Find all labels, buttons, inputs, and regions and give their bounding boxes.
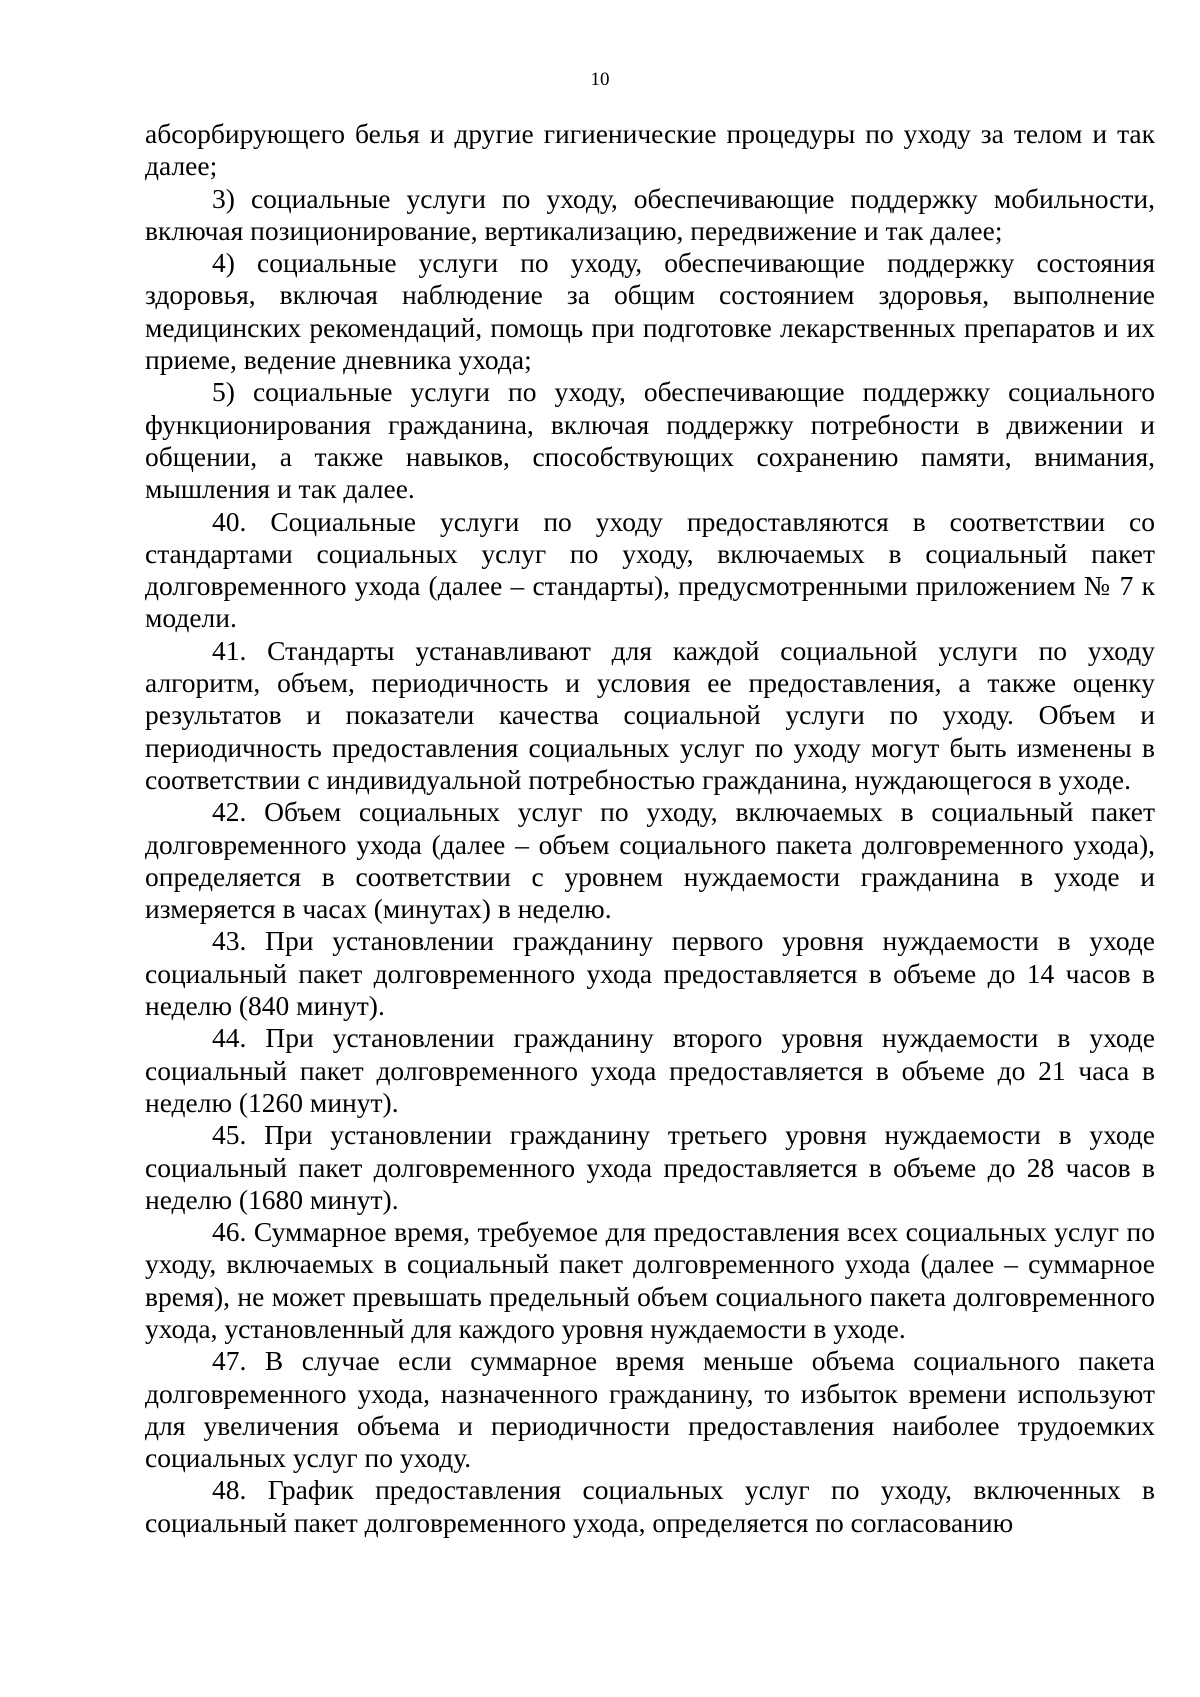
page-number: 10 [590,69,610,90]
paragraph-41: 41. Стандарты устанавливают для каждой социальной услуги по уходу алгоритм, объем, периодичность и условия ее предоставления, а также оценку результатов и показатели качества социальной услуги по уходу. Объем и периодичность предоставления социальных услуг по уходу могут быть изменены в соответствии с индивидуальной потребностью гражданина, нуждающегося в уходе. [145,634,1155,795]
document-body [145,118,1155,1539]
paragraph-item-3: 3) социальные услуги по уходу, обеспечивающие поддержку мобильности, включая позиционирование, вертикализацию, передвижение и так далее; [145,182,1155,246]
paragraph-44: 44. При установлении гражданину второго уровня нуждаемости в уходе социальный пакет долговременного ухода предоставляется в объеме до 21 часа в неделю (1260 минут). [145,1022,1155,1118]
paragraph-continuation: абсорбирующего белья и другие гигиенические процедуры по уходу за телом и так далее; [145,118,1155,182]
paragraph-46: 46. Суммарное время, требуемое для предоставления всех социальных услуг по уходу, включаемых в социальный пакет долговременного ухода (далее – суммарное время), не может превышать предельный объем социального пакета долговременного ухода, установленный для каждого уровня нуждаемости в уходе. [145,1216,1155,1344]
paragraph-45: 45. При установлении гражданину третьего уровня нуждаемости в уходе социальный пакет долговременного ухода предоставляется в объеме до 28 часов в неделю (1680 минут). [145,1119,1155,1215]
paragraph-42: 42. Объем социальных услуг по уходу, включаемых в социальный пакет долговременного ухода (далее – объем социального пакета долговременного ухода), определяется в соответствии с уровнем нуждаемости гражданина в уходе и измеряется в часах (минутах) в неделю. [145,796,1155,925]
paragraph-item-4: 4) социальные услуги по уходу, обеспечивающие поддержку состояния здоровья, включая наблюдение за общим состоянием здоровья, выполнение медицинских рекомендаций, помощь при подготовке лекарственных препаратов и их приеме, ведение дневника ухода; [145,247,1155,376]
paragraph-40: 40. Социальные услуги по уходу предоставляются в соответствии со стандартами социальных услуг по уходу, включаемых в социальный пакет долговременного ухода (далее – стандарты), предусмотренными приложением № 7 к модели. [145,505,1155,634]
paragraph-48: 48. График предоставления социальных услуг по уходу, включенных в социальный пакет долговременного ухода, определяется по согласованию [145,1474,1155,1538]
paragraph-43: 43. При установлении гражданину первого уровня нуждаемости в уходе социальный пакет долговременного ухода предоставляется в объеме до 14 часов в неделю (840 минут). [145,925,1155,1022]
paragraph-item-5: 5) социальные услуги по уходу, обеспечивающие поддержку социального функционирования гражданина, включая поддержку потребности в движении и общении, а также навыков, способствующих сохранению памяти, внимания, мышления и так далее. [145,376,1155,505]
paragraph-47: 47. В случае если суммарное время меньше объема социального пакета долговременного ухода, назначенного гражданину, то избыток времени используют для увеличения объема и периодичности предоставления наиболее трудоемких социальных услуг по уходу. [145,1345,1155,1474]
